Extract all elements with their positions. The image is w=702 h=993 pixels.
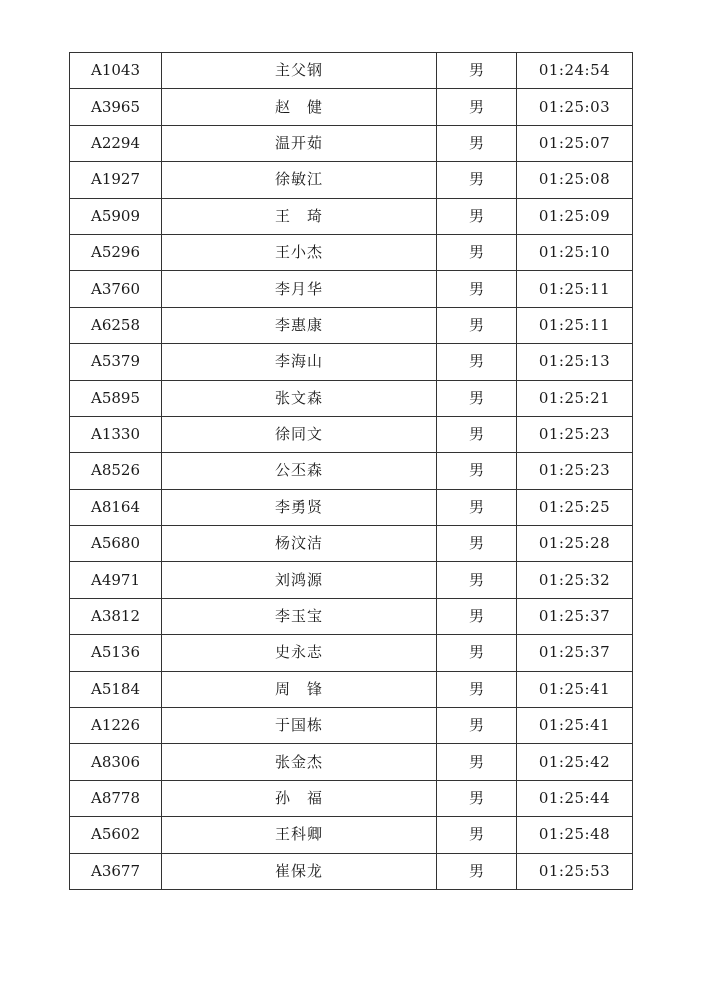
finish-time-cell: 01:25:09 [517, 198, 633, 234]
gender-cell: 男 [437, 271, 517, 307]
table-row [70, 526, 633, 562]
runner-name-cell: 公丕森 [162, 453, 437, 489]
table-row [70, 271, 633, 307]
gender-cell: 男 [437, 344, 517, 380]
finish-time-cell: 01:25:37 [517, 635, 633, 671]
runner-name-cell: 张文森 [162, 380, 437, 416]
runner-name-cell: 徐同文 [162, 416, 437, 452]
gender-cell: 男 [437, 526, 517, 562]
runner-name-cell: 孙 福 [162, 780, 437, 816]
runner-name-cell: 杨汶洁 [162, 526, 437, 562]
finish-time-cell: 01:25:08 [517, 162, 633, 198]
gender-cell: 男 [437, 307, 517, 343]
bib-number-cell: A1330 [70, 416, 162, 452]
table-row [70, 635, 633, 671]
gender-cell: 男 [437, 380, 517, 416]
table-row [70, 162, 633, 198]
runner-name-cell: 王科卿 [162, 817, 437, 853]
runner-name-cell: 崔保龙 [162, 853, 437, 889]
results-table-body [70, 53, 633, 890]
finish-time-cell: 01:25:23 [517, 416, 633, 452]
table-row [70, 125, 633, 161]
runner-name-cell: 王小杰 [162, 234, 437, 270]
gender-cell: 男 [437, 125, 517, 161]
table-row [70, 853, 633, 889]
finish-time-cell: 01:25:42 [517, 744, 633, 780]
gender-cell: 男 [437, 489, 517, 525]
gender-cell: 男 [437, 89, 517, 125]
gender-cell: 男 [437, 853, 517, 889]
bib-number-cell: A3965 [70, 89, 162, 125]
bib-number-cell: A8778 [70, 780, 162, 816]
finish-time-cell: 01:25:03 [517, 89, 633, 125]
runner-name-cell: 周 锋 [162, 671, 437, 707]
table-row [70, 380, 633, 416]
runner-name-cell: 张金杰 [162, 744, 437, 780]
finish-time-cell: 01:25:37 [517, 598, 633, 634]
table-row [70, 198, 633, 234]
finish-time-cell: 01:25:25 [517, 489, 633, 525]
gender-cell: 男 [437, 708, 517, 744]
finish-time-cell: 01:25:28 [517, 526, 633, 562]
table-row [70, 671, 633, 707]
bib-number-cell: A1043 [70, 53, 162, 89]
bib-number-cell: A5895 [70, 380, 162, 416]
finish-time-cell: 01:25:11 [517, 307, 633, 343]
bib-number-cell: A1927 [70, 162, 162, 198]
finish-time-cell: 01:25:07 [517, 125, 633, 161]
table-row [70, 53, 633, 89]
table-row [70, 489, 633, 525]
runner-name-cell: 于国栋 [162, 708, 437, 744]
table-row [70, 744, 633, 780]
table-row [70, 89, 633, 125]
finish-time-cell: 01:25:44 [517, 780, 633, 816]
bib-number-cell: A8164 [70, 489, 162, 525]
bib-number-cell: A3677 [70, 853, 162, 889]
runner-name-cell: 史永志 [162, 635, 437, 671]
gender-cell: 男 [437, 416, 517, 452]
runner-name-cell: 李勇贤 [162, 489, 437, 525]
finish-time-cell: 01:25:23 [517, 453, 633, 489]
gender-cell: 男 [437, 817, 517, 853]
gender-cell: 男 [437, 671, 517, 707]
runner-name-cell: 李惠康 [162, 307, 437, 343]
bib-number-cell: A5379 [70, 344, 162, 380]
bib-number-cell: A5602 [70, 817, 162, 853]
table-row [70, 817, 633, 853]
finish-time-cell: 01:25:21 [517, 380, 633, 416]
gender-cell: 男 [437, 234, 517, 270]
bib-number-cell: A8526 [70, 453, 162, 489]
runner-name-cell: 主父钢 [162, 53, 437, 89]
finish-time-cell: 01:25:48 [517, 817, 633, 853]
runner-name-cell: 徐敏江 [162, 162, 437, 198]
bib-number-cell: A2294 [70, 125, 162, 161]
bib-number-cell: A4971 [70, 562, 162, 598]
table-row [70, 453, 633, 489]
gender-cell: 男 [437, 780, 517, 816]
runner-name-cell: 李月华 [162, 271, 437, 307]
finish-time-cell: 01:25:13 [517, 344, 633, 380]
finish-time-cell: 01:25:41 [517, 708, 633, 744]
bib-number-cell: A3812 [70, 598, 162, 634]
finish-time-cell: 01:25:41 [517, 671, 633, 707]
bib-number-cell: A1226 [70, 708, 162, 744]
results-table [69, 52, 633, 890]
runner-name-cell: 王 琦 [162, 198, 437, 234]
table-row [70, 562, 633, 598]
bib-number-cell: A6258 [70, 307, 162, 343]
bib-number-cell: A5680 [70, 526, 162, 562]
bib-number-cell: A3760 [70, 271, 162, 307]
finish-time-cell: 01:24:54 [517, 53, 633, 89]
runner-name-cell: 刘鸿源 [162, 562, 437, 598]
bib-number-cell: A5909 [70, 198, 162, 234]
gender-cell: 男 [437, 453, 517, 489]
gender-cell: 男 [437, 162, 517, 198]
bib-number-cell: A5136 [70, 635, 162, 671]
finish-time-cell: 01:25:32 [517, 562, 633, 598]
finish-time-cell: 01:25:11 [517, 271, 633, 307]
runner-name-cell: 李海山 [162, 344, 437, 380]
runner-name-cell: 温开茹 [162, 125, 437, 161]
runner-name-cell: 李玉宝 [162, 598, 437, 634]
table-row [70, 416, 633, 452]
gender-cell: 男 [437, 562, 517, 598]
table-row [70, 307, 633, 343]
table-row [70, 344, 633, 380]
table-row [70, 708, 633, 744]
gender-cell: 男 [437, 53, 517, 89]
bib-number-cell: A5296 [70, 234, 162, 270]
runner-name-cell: 赵 健 [162, 89, 437, 125]
table-row [70, 234, 633, 270]
table-row [70, 598, 633, 634]
finish-time-cell: 01:25:10 [517, 234, 633, 270]
finish-time-cell: 01:25:53 [517, 853, 633, 889]
bib-number-cell: A5184 [70, 671, 162, 707]
bib-number-cell: A8306 [70, 744, 162, 780]
gender-cell: 男 [437, 744, 517, 780]
gender-cell: 男 [437, 635, 517, 671]
table-row [70, 780, 633, 816]
gender-cell: 男 [437, 598, 517, 634]
gender-cell: 男 [437, 198, 517, 234]
